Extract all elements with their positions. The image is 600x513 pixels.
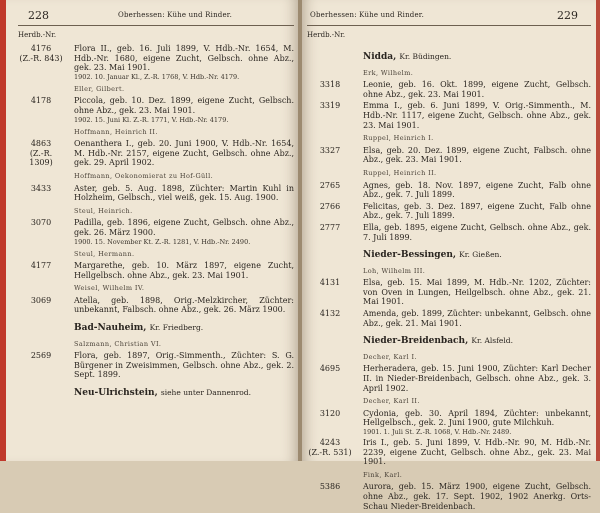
location-name: Bad-Nauheim, (74, 323, 147, 334)
entry-text: Margarethe, geb. 10. März 1897, eigene Zucht, Hellgelbsch. ohne Abz., gek. 23. Mai 1901. (74, 261, 294, 280)
location-heading (363, 250, 591, 261)
herdbook-entry (18, 184, 294, 203)
herdbook-number: 2766 (319, 201, 341, 211)
location-name: Nieder-Bessingen, (363, 250, 456, 261)
left-page (6, 0, 298, 461)
location-name: Nieder-Breidenbach, (363, 336, 469, 347)
entry-note: 1900. 15. November Kt. Z.-R. 1281, V. Hdb.-Nr. 2490. (74, 237, 251, 246)
owner-name: Eller, Gilbert. (74, 84, 125, 93)
herdbook-number: 3069 (30, 295, 52, 305)
entry-text: Elsa, geb. 15. Mai 1899, M. Hdb.-Nr. 1202, Züchter: von Oven in Lungen, Heilgelbsch. ohne Abz., gek. 21. Mai 1901. (363, 278, 591, 307)
entry-text: Amenda, geb. 1899, Züchter: unbekannt, Gelbsch. ohne Abz., gek. 21. Mai 1901. (363, 309, 591, 328)
entry-text: Iris I., geb. 5. Juni 1899, V. Hdb.-Nr. 90, M. Hdb.-Nr. 2239, eigene Zucht, Gelbsch. ohne Abz., gek. 23. Mai 1901. (363, 438, 591, 467)
herdbook-number: 4695 (319, 364, 341, 374)
entry-text: Oenanthera I., geb. 20. Juni 1900, V. Hdb.-Nr. 1654, M. Hdb.-Nr. 2157, eigene Zucht, Gelbsch. ohne Abz., gek. 29. April 1902. (74, 139, 294, 168)
page-body (18, 44, 294, 405)
entry-text: Agnes, geb. 18. Nov. 1897, eigene Zucht, Falb ohne Abz., gek. 7. Juli 1899. (363, 180, 591, 200)
herdbook-number: 3319 (319, 101, 341, 111)
district-name: Kr. Alsfeld. (471, 336, 513, 346)
running-header: Oberhessen: Kühe und Rinder. (118, 11, 233, 19)
owner-name: Steul, Heinrich. (74, 206, 133, 215)
entry-text: Felicitas, geb. 3. Dez. 1897, eigene Zucht, Falb ohne Abz., gek. 7. Juli 1899. (363, 201, 591, 221)
owner-name: Loh, Wilhelm III. (363, 266, 426, 275)
owner-name: Decher, Karl II. (363, 397, 420, 406)
herdbook-entry (18, 44, 294, 81)
herdbook-number: 4131 (319, 278, 341, 288)
entry-text: Elsa, geb. 20. Dez. 1899, eigene Zucht, Falbsch. ohne Abz., gek. 23. Mai 1901. (363, 145, 591, 165)
header-rule (307, 25, 591, 26)
herdbook-entry (307, 146, 591, 165)
herdbook-entry (307, 409, 591, 436)
herdbook-number: 4177 (30, 261, 52, 271)
herdbook-number: 2569 (30, 351, 52, 361)
entry-text: Leonie, geb. 16. Okt. 1899, eigene Zucht, Gelbsch. ohne Abz., gek. 23. Mai 1901. (363, 80, 591, 99)
owner-name: Ruppel, Heinrich II. (363, 168, 437, 177)
owner-name: Weisel, Wilhelm IV. (74, 284, 145, 293)
page-number: 229 (557, 9, 578, 22)
entry-text: Cydonia, geb. 30. April 1894, Züchter: unbekannt, Hellgelbsch., gek. 2. Juni 1900, gute Milchkuh. (363, 408, 591, 428)
owner-name: Fink, Karl. (363, 470, 403, 479)
herdbook-entry (307, 80, 591, 99)
herdbook-entry (307, 181, 591, 200)
owner-name: Steul, Hermann. (74, 249, 135, 258)
owner-name: Hoffmann, Heinrich II. (74, 127, 158, 136)
herdbook-entry (18, 296, 294, 315)
owner-name: Erk, Wilhelm. (363, 68, 414, 77)
herdbook-number: 3070 (30, 218, 52, 228)
owner-name: Decher, Karl I. (363, 352, 417, 361)
entry-note: 1902. 15. Juni Kl. Z.-R. 1771, V. Hdb.-Nr. 4179. (74, 115, 229, 124)
herdbook-number: 4176 (Z.-R. 843) (19, 44, 63, 63)
herdbook-entry (307, 364, 591, 393)
entry-note: 1901. 1. Juli St. Z.-R. 1068, V. Hdb.-Nr. 2489. (363, 428, 512, 436)
entry-text: Emma I., geb. 6. Juni 1899, V. Orig.-Simmenth., M. Hdb.-Nr. 1117, eigene Zucht, Gelbsch. ohne Abz., gek. 23. Mai 1901. (363, 101, 591, 130)
district-name: Kr. Friedberg. (149, 323, 204, 333)
page-body (307, 44, 591, 513)
herdbook-entry (307, 101, 591, 130)
herdbook-entry (307, 309, 591, 328)
herdbook-entry (307, 202, 591, 221)
entry-text: Herheradera, geb. 15. Juni 1900, Züchter: Karl Decher II. in Nieder-Breidenbach, Gelbsch. ohne Abz., gek. 3. April 1902. (363, 364, 591, 393)
herdbook-number: 3318 (319, 80, 341, 90)
herdbook-number: 5386 (319, 482, 341, 492)
herdbook-entry (307, 482, 591, 511)
location-heading (74, 388, 294, 399)
entry-text: Atella, geb. 1898, Orig.-Melzkircher, Züchter: unbekannt, Falbsch. ohne Abz., gek. 26. März 1900. (74, 295, 294, 315)
herdbook-number: 4178 (30, 96, 52, 106)
herdbook-number: 2777 (319, 222, 341, 232)
owner-name: Ruppel, Heinrich I. (363, 134, 434, 143)
entry-text: Aster, geb. 5. Aug. 1898, Züchter: Martin Kuhl in Holzheim, Gelbsch., viel weiß, gek. 15. Aug. 1900. (74, 183, 294, 203)
column-heading: Herdb.-Nr. (307, 31, 346, 39)
entry-text: Padilla, geb. 1896, eigene Zucht, Gelbsch. ohne Abz., gek. 26. März 1900. (74, 218, 294, 237)
book-edge-right (596, 0, 600, 461)
location-name: Nidda, (363, 52, 397, 62)
column-heading: Herdb.-Nr. (18, 31, 57, 39)
entry-text: Flora II., geb. 16. Juli 1899, V. Hdb.-Nr. 1654, M. Hdb.-Nr. 1680, eigene Zucht, Gelbsch. ohne Abz., gek. 23. Mai 1901. (74, 44, 294, 73)
herdbook-number: 2765 (319, 180, 341, 190)
header-rule (18, 25, 294, 26)
entry-text: Piccola, geb. 10. Dez. 1899, eigene Zucht, Gelbsch. ohne Abz., gek. 23. Mai 1901. (74, 96, 294, 115)
herdbook-number: 3433 (30, 183, 52, 193)
right-page (302, 0, 596, 511)
entry-text: Aurora, geb. 15. März 1900, eigene Zucht, Gelbsch. ohne Abz., gek. 17. Sept. 1902, 1902 Anerkg. Orts-Schau Nieder-Breidenbach. (363, 482, 591, 511)
page-number: 228 (28, 9, 49, 22)
location-name: Neu-Ulrichstein, (74, 388, 158, 399)
owner-name: Salzmann, Christian VI. (74, 339, 162, 348)
location-heading (363, 336, 591, 347)
herdbook-number: 3120 (319, 408, 341, 418)
herdbook-number: 4863 (Z.-R. 1309) (29, 139, 53, 168)
location-heading (74, 323, 294, 334)
district-name: Kr. Gießen. (459, 250, 502, 260)
district-name: siehe unter Dannenrod. (160, 388, 251, 398)
herdbook-entry (18, 351, 294, 380)
herdbook-entry (18, 261, 294, 280)
herdbook-number: 3327 (319, 145, 341, 155)
herdbook-number: 4132 (319, 309, 341, 319)
owner-name: Hoffmann, Oekonomierat zu Hof-Güll. (74, 171, 214, 180)
entry-text: Ella, geb. 1895, eigene Zucht, Gelbsch. ohne Abz., gek. 7. Juli 1899. (363, 222, 591, 242)
herdbook-entry (307, 438, 591, 467)
herdbook-number: 4243 (Z.-R. 531) (308, 438, 352, 457)
herdbook-entry (18, 218, 294, 245)
district-name: Kr. Büdingen. (399, 52, 452, 61)
herdbook-entry (18, 96, 294, 123)
herdbook-entry (307, 223, 591, 242)
herdbook-entry (18, 139, 294, 168)
entry-text: Flora, geb. 1897, Orig.-Simmenth., Züchter: S. G. Bürgener in Zweisimmen, Gelbsch. ohne Abz., gek. 2. Sept. 1899. (74, 351, 294, 380)
entry-note: 1902. 10. Januar Kl., Z.-R. 1768, V. Hdb.-Nr. 4179. (74, 72, 240, 81)
running-header: Oberhessen: Kühe und Rinder. (310, 11, 425, 19)
location-heading (363, 52, 591, 63)
herdbook-entry (307, 278, 591, 307)
